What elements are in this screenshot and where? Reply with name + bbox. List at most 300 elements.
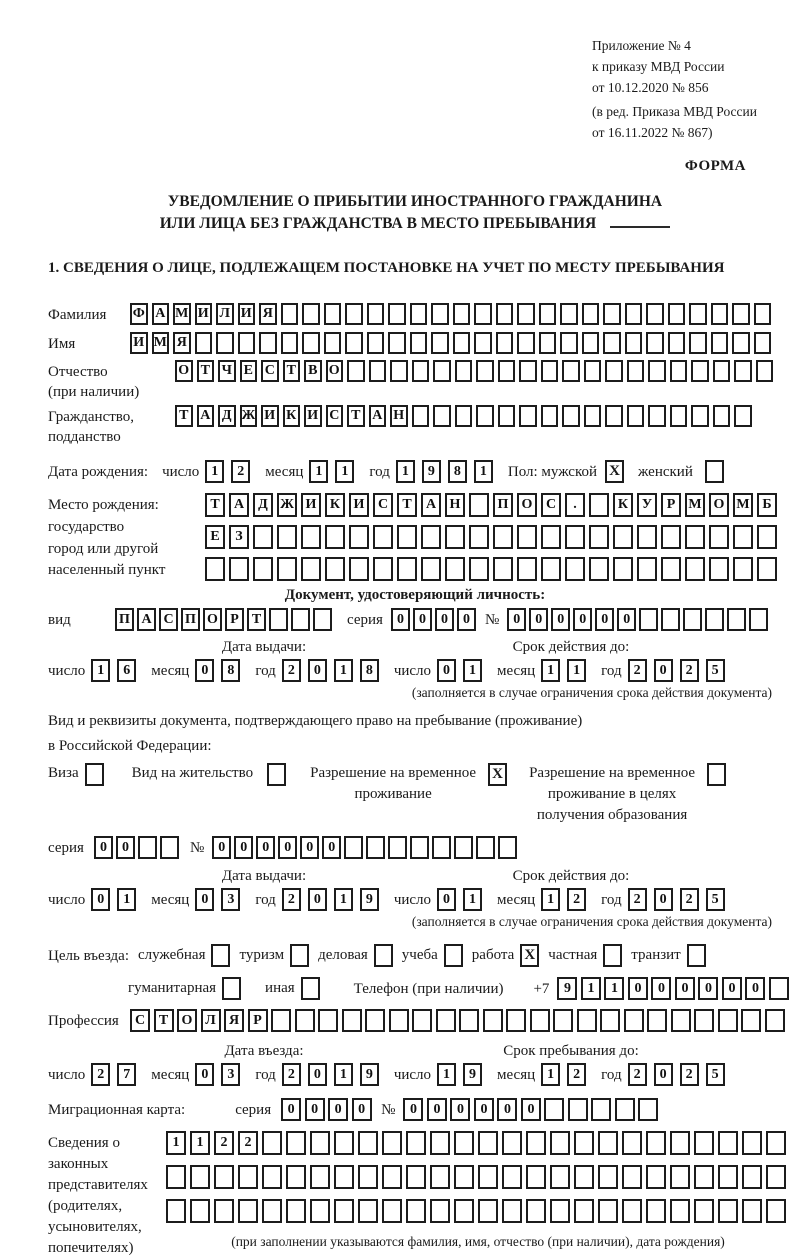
visa-checkbox[interactable] [85, 763, 104, 786]
form-cell[interactable] [281, 332, 299, 354]
form-cell[interactable]: К [283, 405, 301, 427]
form-cell[interactable]: 2 [282, 659, 301, 682]
form-cell[interactable]: И [349, 493, 369, 517]
birthdate-month-boxes[interactable] [309, 460, 361, 483]
form-cell[interactable] [496, 332, 514, 354]
doc-issue-month-boxes[interactable] [195, 659, 247, 682]
form-cell[interactable] [526, 1199, 546, 1223]
form-cell[interactable]: Ф [130, 303, 148, 325]
form-cell[interactable] [349, 557, 369, 581]
form-cell[interactable] [406, 1199, 426, 1223]
form-cell[interactable]: 0 [497, 1098, 517, 1121]
form-cell[interactable]: 1 [581, 977, 601, 1000]
purpose-business-checkbox[interactable] [374, 944, 393, 967]
form-cell[interactable] [754, 332, 772, 354]
form-cell[interactable] [474, 303, 492, 325]
form-cell[interactable] [742, 1199, 762, 1223]
form-cell[interactable]: 2 [628, 888, 647, 911]
form-cell[interactable] [582, 332, 600, 354]
entry-date-year-boxes[interactable] [282, 1063, 386, 1086]
form-cell[interactable] [637, 525, 657, 549]
form-cell[interactable] [205, 557, 225, 581]
form-cell[interactable]: П [115, 608, 134, 631]
form-cell[interactable]: 0 [675, 977, 695, 1000]
form-cell[interactable] [733, 525, 753, 549]
form-cell[interactable]: 0 [94, 836, 113, 859]
doc-issue-day-boxes[interactable] [91, 659, 143, 682]
form-cell[interactable]: К [325, 493, 345, 517]
form-cell[interactable] [253, 557, 273, 581]
form-cell[interactable]: 5 [706, 1063, 725, 1086]
form-cell[interactable] [741, 1009, 761, 1032]
form-cell[interactable]: 5 [706, 659, 725, 682]
form-cell[interactable] [646, 303, 664, 325]
form-cell[interactable] [718, 1165, 738, 1189]
form-cell[interactable] [469, 525, 489, 549]
form-cell[interactable]: 0 [595, 608, 614, 631]
form-cell[interactable]: 9 [360, 1063, 379, 1086]
form-cell[interactable] [550, 1131, 570, 1155]
form-cell[interactable]: 0 [91, 888, 110, 911]
form-cell[interactable] [562, 405, 580, 427]
form-cell[interactable] [541, 360, 559, 382]
form-cell[interactable]: Д [253, 493, 273, 517]
form-cell[interactable] [756, 360, 774, 382]
form-cell[interactable] [754, 303, 772, 325]
form-cell[interactable]: Т [205, 493, 225, 517]
form-cell[interactable]: И [301, 493, 321, 517]
form-cell[interactable]: С [159, 608, 178, 631]
form-cell[interactable]: 1 [463, 659, 482, 682]
form-cell[interactable] [718, 1199, 738, 1223]
form-cell[interactable] [591, 1098, 611, 1121]
form-cell[interactable] [302, 303, 320, 325]
form-cell[interactable] [694, 1199, 714, 1223]
form-cell[interactable] [160, 836, 179, 859]
form-cell[interactable]: 0 [308, 659, 327, 682]
form-cell[interactable] [310, 1199, 330, 1223]
form-cell[interactable] [670, 1131, 690, 1155]
doc-kind-boxes[interactable] [115, 608, 335, 631]
form-cell[interactable]: 0 [435, 608, 454, 631]
form-cell[interactable] [478, 1199, 498, 1223]
form-cell[interactable] [613, 525, 633, 549]
form-cell[interactable] [214, 1165, 234, 1189]
form-cell[interactable]: . [565, 493, 585, 517]
form-cell[interactable] [397, 525, 417, 549]
form-cell[interactable]: 2 [214, 1131, 234, 1155]
form-cell[interactable] [625, 332, 643, 354]
form-cell[interactable]: 1 [334, 1063, 353, 1086]
phone-boxes[interactable] [557, 977, 792, 1000]
form-cell[interactable]: 0 [116, 836, 135, 859]
form-cell[interactable]: Т [283, 360, 301, 382]
form-cell[interactable]: О [326, 360, 344, 382]
form-cell[interactable] [430, 1131, 450, 1155]
form-cell[interactable] [476, 360, 494, 382]
form-cell[interactable]: 0 [195, 888, 214, 911]
form-cell[interactable]: 0 [352, 1098, 372, 1121]
form-cell[interactable] [709, 557, 729, 581]
form-cell[interactable] [734, 405, 752, 427]
form-cell[interactable] [238, 1165, 258, 1189]
form-cell[interactable]: 0 [437, 888, 456, 911]
form-cell[interactable] [519, 405, 537, 427]
purpose-official-checkbox[interactable] [211, 944, 230, 967]
form-cell[interactable] [347, 360, 365, 382]
stay-until-year-boxes[interactable] [628, 1063, 732, 1086]
form-cell[interactable] [271, 1009, 291, 1032]
stay-until-day-boxes[interactable] [437, 1063, 489, 1086]
form-cell[interactable] [262, 1199, 282, 1223]
form-cell[interactable]: И [130, 332, 148, 354]
form-cell[interactable] [589, 525, 609, 549]
form-cell[interactable]: 1 [541, 888, 560, 911]
form-cell[interactable]: Я [173, 332, 191, 354]
form-cell[interactable] [598, 1131, 618, 1155]
form-cell[interactable]: А [229, 493, 249, 517]
form-cell[interactable] [493, 557, 513, 581]
form-cell[interactable]: 0 [507, 608, 526, 631]
form-cell[interactable] [605, 360, 623, 382]
form-cell[interactable] [589, 493, 609, 517]
form-cell[interactable] [766, 1199, 786, 1223]
form-cell[interactable] [406, 1131, 426, 1155]
form-cell[interactable] [622, 1165, 642, 1189]
form-cell[interactable] [765, 1009, 785, 1032]
form-cell[interactable] [638, 1098, 658, 1121]
form-cell[interactable] [605, 405, 623, 427]
form-cell[interactable] [689, 332, 707, 354]
birthplace-boxes-row1[interactable] [205, 493, 782, 517]
form-cell[interactable] [238, 1199, 258, 1223]
form-cell[interactable]: 3 [221, 1063, 240, 1086]
givenname-boxes[interactable] [130, 332, 775, 354]
form-cell[interactable] [648, 405, 666, 427]
form-cell[interactable] [670, 1165, 690, 1189]
form-cell[interactable] [766, 1165, 786, 1189]
entry-date-month-boxes[interactable] [195, 1063, 247, 1086]
form-cell[interactable]: 0 [305, 1098, 325, 1121]
form-cell[interactable]: 0 [195, 659, 214, 682]
form-cell[interactable] [502, 1199, 522, 1223]
form-cell[interactable]: 1 [474, 460, 493, 483]
form-cell[interactable] [313, 608, 332, 631]
form-cell[interactable] [553, 1009, 573, 1032]
form-cell[interactable] [544, 1098, 564, 1121]
form-cell[interactable]: 0 [212, 836, 231, 859]
form-cell[interactable]: И [261, 405, 279, 427]
form-cell[interactable] [727, 608, 746, 631]
doc-expiry-year-boxes[interactable] [628, 659, 732, 682]
form-cell[interactable] [627, 405, 645, 427]
form-cell[interactable]: 0 [413, 608, 432, 631]
form-cell[interactable]: Т [397, 493, 417, 517]
form-cell[interactable] [574, 1199, 594, 1223]
form-cell[interactable]: Р [248, 1009, 268, 1032]
form-cell[interactable] [613, 557, 633, 581]
form-cell[interactable]: 2 [680, 659, 699, 682]
temp-residence-checkbox[interactable]: X [488, 763, 507, 786]
residence-expiry-month-boxes[interactable] [541, 888, 593, 911]
form-cell[interactable] [705, 608, 724, 631]
form-cell[interactable] [453, 332, 471, 354]
form-cell[interactable] [711, 332, 729, 354]
form-cell[interactable]: М [173, 303, 191, 325]
form-cell[interactable] [430, 1199, 450, 1223]
form-cell[interactable]: 0 [521, 1098, 541, 1121]
form-cell[interactable]: Д [218, 405, 236, 427]
form-cell[interactable]: 0 [654, 659, 673, 682]
purpose-study-checkbox[interactable] [444, 944, 463, 967]
form-cell[interactable] [453, 303, 471, 325]
form-cell[interactable] [259, 332, 277, 354]
residence-issue-month-boxes[interactable] [195, 888, 247, 911]
form-cell[interactable] [517, 525, 537, 549]
form-cell[interactable] [406, 1165, 426, 1189]
form-cell[interactable] [541, 557, 561, 581]
form-cell[interactable]: 1 [437, 1063, 456, 1086]
form-cell[interactable] [454, 1165, 474, 1189]
form-cell[interactable]: 2 [282, 888, 301, 911]
form-cell[interactable] [281, 303, 299, 325]
form-cell[interactable] [302, 332, 320, 354]
form-cell[interactable] [574, 1165, 594, 1189]
form-cell[interactable]: 1 [309, 460, 328, 483]
form-cell[interactable]: 0 [278, 836, 297, 859]
doc-number-boxes[interactable] [507, 608, 771, 631]
form-cell[interactable] [600, 1009, 620, 1032]
form-cell[interactable] [412, 360, 430, 382]
form-cell[interactable] [691, 405, 709, 427]
form-cell[interactable] [421, 557, 441, 581]
form-cell[interactable]: 8 [448, 460, 467, 483]
form-cell[interactable] [734, 360, 752, 382]
form-cell[interactable] [742, 1131, 762, 1155]
form-cell[interactable]: 2 [567, 888, 586, 911]
residence-series-boxes[interactable] [94, 836, 182, 859]
form-cell[interactable] [478, 1165, 498, 1189]
form-cell[interactable]: 0 [391, 608, 410, 631]
form-cell[interactable] [661, 525, 681, 549]
form-cell[interactable]: О [175, 360, 193, 382]
form-cell[interactable] [436, 1009, 456, 1032]
form-cell[interactable] [291, 608, 310, 631]
birthplace-boxes-row3[interactable] [205, 557, 782, 581]
form-cell[interactable] [732, 303, 750, 325]
form-cell[interactable] [138, 836, 157, 859]
representatives-boxes-row3[interactable] [166, 1199, 790, 1223]
form-cell[interactable] [469, 557, 489, 581]
form-cell[interactable]: 0 [628, 977, 648, 1000]
form-cell[interactable] [718, 1131, 738, 1155]
form-cell[interactable] [412, 405, 430, 427]
form-cell[interactable] [295, 1009, 315, 1032]
form-cell[interactable]: 1 [567, 659, 586, 682]
form-cell[interactable] [647, 1009, 667, 1032]
form-cell[interactable] [432, 836, 451, 859]
form-cell[interactable] [646, 1199, 666, 1223]
purpose-other-checkbox[interactable] [301, 977, 320, 1000]
form-cell[interactable]: Ж [277, 493, 297, 517]
form-cell[interactable] [410, 303, 428, 325]
form-cell[interactable] [324, 303, 342, 325]
form-cell[interactable] [253, 525, 273, 549]
form-cell[interactable] [342, 1009, 362, 1032]
form-cell[interactable] [685, 557, 705, 581]
migration-series-boxes[interactable] [281, 1098, 375, 1121]
form-cell[interactable]: Б [757, 493, 777, 517]
form-cell[interactable]: С [326, 405, 344, 427]
form-cell[interactable]: И [195, 303, 213, 325]
form-cell[interactable] [433, 405, 451, 427]
form-cell[interactable] [325, 557, 345, 581]
form-cell[interactable]: П [493, 493, 513, 517]
form-cell[interactable] [733, 557, 753, 581]
form-cell[interactable] [358, 1131, 378, 1155]
form-cell[interactable]: Я [224, 1009, 244, 1032]
form-cell[interactable]: Ж [240, 405, 258, 427]
residence-number-boxes[interactable] [212, 836, 520, 859]
form-cell[interactable] [502, 1131, 522, 1155]
form-cell[interactable]: У [637, 493, 657, 517]
form-cell[interactable]: И [238, 303, 256, 325]
form-cell[interactable] [433, 360, 451, 382]
form-cell[interactable]: 1 [166, 1131, 186, 1155]
form-cell[interactable] [637, 557, 657, 581]
form-cell[interactable] [668, 303, 686, 325]
form-cell[interactable] [286, 1131, 306, 1155]
form-cell[interactable] [349, 525, 369, 549]
form-cell[interactable] [166, 1165, 186, 1189]
form-cell[interactable] [683, 608, 702, 631]
form-cell[interactable]: А [152, 303, 170, 325]
migration-number-boxes[interactable] [403, 1098, 662, 1121]
form-cell[interactable] [454, 1131, 474, 1155]
form-cell[interactable]: 0 [654, 888, 673, 911]
entry-date-day-boxes[interactable] [91, 1063, 143, 1086]
form-cell[interactable] [498, 360, 516, 382]
form-cell[interactable] [358, 1199, 378, 1223]
form-cell[interactable] [646, 1165, 666, 1189]
form-cell[interactable] [568, 1098, 588, 1121]
form-cell[interactable]: 0 [427, 1098, 447, 1121]
form-cell[interactable] [455, 405, 473, 427]
form-cell[interactable]: 0 [474, 1098, 494, 1121]
form-cell[interactable] [526, 1131, 546, 1155]
form-cell[interactable]: 2 [680, 888, 699, 911]
form-cell[interactable]: 1 [541, 1063, 560, 1086]
form-cell[interactable] [685, 525, 705, 549]
form-cell[interactable] [646, 1131, 666, 1155]
form-cell[interactable]: Н [390, 405, 408, 427]
form-cell[interactable]: 0 [322, 836, 341, 859]
form-cell[interactable]: 9 [463, 1063, 482, 1086]
form-cell[interactable] [334, 1131, 354, 1155]
form-cell[interactable] [325, 525, 345, 549]
form-cell[interactable]: 9 [422, 460, 441, 483]
form-cell[interactable] [517, 332, 535, 354]
form-cell[interactable] [757, 525, 777, 549]
form-cell[interactable] [367, 303, 385, 325]
form-cell[interactable] [603, 303, 621, 325]
form-cell[interactable] [190, 1165, 210, 1189]
form-cell[interactable] [713, 405, 731, 427]
form-cell[interactable] [565, 557, 585, 581]
form-cell[interactable] [345, 303, 363, 325]
form-cell[interactable] [766, 1131, 786, 1155]
form-cell[interactable] [454, 836, 473, 859]
form-cell[interactable] [577, 1009, 597, 1032]
form-cell[interactable]: 1 [91, 659, 110, 682]
form-cell[interactable] [334, 1199, 354, 1223]
form-cell[interactable]: 7 [117, 1063, 136, 1086]
form-cell[interactable] [301, 525, 321, 549]
birthdate-year-boxes[interactable] [396, 460, 500, 483]
form-cell[interactable]: Т [197, 360, 215, 382]
form-cell[interactable] [670, 405, 688, 427]
form-cell[interactable] [195, 332, 213, 354]
form-cell[interactable] [560, 332, 578, 354]
form-cell[interactable] [445, 525, 465, 549]
form-cell[interactable] [582, 303, 600, 325]
form-cell[interactable]: 1 [205, 460, 224, 483]
form-cell[interactable]: 0 [437, 659, 456, 682]
form-cell[interactable]: Л [201, 1009, 221, 1032]
form-cell[interactable] [286, 1165, 306, 1189]
form-cell[interactable]: 1 [396, 460, 415, 483]
form-cell[interactable] [373, 525, 393, 549]
form-cell[interactable] [345, 332, 363, 354]
form-cell[interactable]: А [369, 405, 387, 427]
form-cell[interactable] [166, 1199, 186, 1223]
form-cell[interactable]: 1 [190, 1131, 210, 1155]
form-cell[interactable] [517, 557, 537, 581]
form-cell[interactable] [388, 332, 406, 354]
form-cell[interactable]: 8 [360, 659, 379, 682]
form-cell[interactable] [694, 1009, 714, 1032]
profession-boxes[interactable] [130, 1009, 788, 1032]
form-cell[interactable] [431, 332, 449, 354]
form-cell[interactable]: Я [259, 303, 277, 325]
form-cell[interactable]: М [152, 332, 170, 354]
form-cell[interactable]: Н [445, 493, 465, 517]
form-cell[interactable] [277, 557, 297, 581]
form-cell[interactable]: 2 [628, 1063, 647, 1086]
form-cell[interactable] [476, 836, 495, 859]
form-cell[interactable] [421, 525, 441, 549]
form-cell[interactable] [526, 1165, 546, 1189]
form-cell[interactable]: Т [247, 608, 266, 631]
form-cell[interactable]: 2 [567, 1063, 586, 1086]
form-cell[interactable] [574, 1131, 594, 1155]
form-cell[interactable] [562, 360, 580, 382]
form-cell[interactable] [622, 1131, 642, 1155]
form-cell[interactable]: 2 [238, 1131, 258, 1155]
doc-series-boxes[interactable] [391, 608, 479, 631]
form-cell[interactable]: И [304, 405, 322, 427]
form-cell[interactable]: 1 [463, 888, 482, 911]
form-cell[interactable] [412, 1009, 432, 1032]
form-cell[interactable]: О [709, 493, 729, 517]
form-cell[interactable] [502, 1165, 522, 1189]
purpose-transit-checkbox[interactable] [687, 944, 706, 967]
form-cell[interactable]: П [181, 608, 200, 631]
form-cell[interactable] [214, 1199, 234, 1223]
form-cell[interactable]: С [261, 360, 279, 382]
form-cell[interactable] [539, 332, 557, 354]
form-cell[interactable] [639, 608, 658, 631]
